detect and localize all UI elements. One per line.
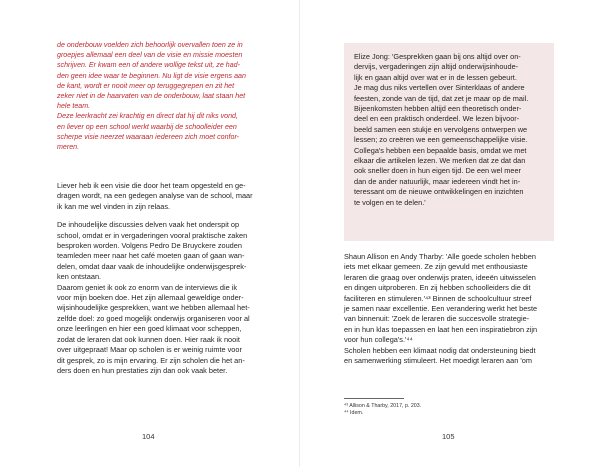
text-line: school, omdat er in vergaderingen vooral praktische zaken	[57, 230, 248, 240]
text-line: te volgen en te delen.'	[354, 197, 426, 207]
text-line: Bijeenkomsten hebben altijd een theoretisch onder-	[354, 104, 522, 114]
text-line: en samenwerking stimuleert. Het moedigt leraren aan 'om	[344, 356, 532, 366]
red-italic-quote	[57, 40, 263, 152]
text-line: en liever op een school werkt waarbij de schoolleider een	[57, 122, 237, 131]
text-line: teressant om de nieuwe ontwikkelingen en inzichten	[354, 187, 524, 197]
text-line: den geen idee waar te beginnen. Nu ligt de visie ergens aan	[57, 71, 246, 80]
text-line: zeker niet in de haarvaten van de onderbouw, laat staan het	[57, 92, 246, 101]
text-line: Shaun Allison en Andy Tharby: 'Alle goede scholen hebben	[344, 252, 536, 261]
text-line: van binnenuit: 'Zoek de leraren die succesvolle strategie-	[344, 314, 530, 324]
text-line: Daarom geniet ik ook zo enorm van de interviews die ik	[57, 282, 238, 292]
text-line: teamleden meer naar het café moeten gaan of gaan wan-	[57, 251, 245, 261]
text-line: Liever heb ik een visie die door het team opgesteld en ge-	[57, 181, 246, 190]
text-line: Scholen hebben een klimaat nodig dat ondersteuning biedt	[344, 345, 536, 355]
text-line: lijk en gaan altijd over wat er in de lessen gebeurt.	[354, 72, 517, 82]
quote-box	[344, 43, 554, 241]
text-line: wijsinhoudelijke gesprekken, want we hebben allemaal het-	[57, 303, 250, 313]
page-number: 104	[142, 432, 155, 441]
text-line: je samen naar excellentie. Een verandering werkt het beste	[344, 304, 538, 314]
text-line: voor mijn boeken doe. Het zijn allemaal geweldige onder-	[57, 293, 244, 303]
quote-box-text	[354, 52, 546, 208]
text-line: feesten, zonde van de tijd, dat zet je maar op de mail.	[354, 93, 529, 103]
text-line: onze leerlingen en hier een goed klimaat voor scheppen,	[57, 324, 242, 334]
text-line: zodat de leraren dat ook kunnen doen. Hier raak ik nooit	[57, 334, 240, 344]
text-line: dit gesprek, zo is mijn ervaring. Er zijn scholen die het an-	[57, 355, 245, 365]
text-line: dan de ander natuurlijk, maar iedereen vindt het in-	[354, 176, 521, 186]
text-line: Elize Jong: 'Gesprekken gaan bij ons altijd over on-	[354, 52, 521, 61]
text-line: Je mag dus niks vertellen over Sinterklaas of andere	[354, 83, 525, 93]
text-line: de onderbouw voelden zich behoorlijk overvallen toen ze in	[57, 41, 243, 49]
text-line: ik kan me wel vinden in zijn relaas.	[57, 201, 171, 211]
text-line: Collega's hebben een bepaalde basis, omdat we met	[354, 145, 527, 155]
text-line: de kant, wordt er nooit meer op teruggegrepen en zit het	[57, 81, 235, 90]
footnote-rule	[344, 398, 404, 399]
text-line: De inhoudelijke discussies delven vaak het onderspit op	[57, 220, 240, 230]
text-line: ken ontstaan.	[57, 272, 102, 282]
text-line: en in hun klas toepassen en laat hen een inspiratiebron zijn	[344, 324, 538, 334]
text-line: faciliteren en stimuleren.'⁴³ Binnen de schoolcultuur streef	[344, 293, 532, 303]
text-line: hele team.	[57, 102, 91, 111]
left-body-text	[57, 181, 271, 376]
text-line: schrijven. Er kwam een of andere wollige tekst uit, ze had-	[57, 61, 240, 70]
text-line: deel en een praktisch onderdeel. We lezen bijvoor-	[354, 114, 520, 124]
text-line: meren.	[57, 143, 80, 152]
text-line: delen, omdat daar vaak de inhoudelijke onderwijsgesprek-	[57, 261, 247, 271]
text-line: beeld samen een stukje en vervolgens ontwerpen we	[354, 124, 528, 134]
text-line: elkaar die artikelen lezen. We merken dat ze dat dan	[354, 156, 526, 166]
footnotes	[344, 403, 556, 418]
footnote: ⁴⁴ Idem.	[344, 410, 364, 417]
paragraph-gap	[57, 212, 271, 220]
text-line: Deze leerkracht zei krachtig en direct dat hij dit niks vond,	[57, 112, 238, 121]
text-line: ders doen en hun prestaties zijn dan ook vaak beter.	[57, 365, 228, 375]
text-line: ook sneller doen in hun eigen tijd. De een wel meer	[354, 166, 521, 176]
text-line: lessen; zo creëren we een gemeenschappelijke visie.	[354, 135, 528, 145]
text-line: groepjes allemaal een deel van de visie en missie moesten	[57, 51, 243, 60]
text-line: iets met elkaar gemeen. Ze zijn gevuld met enthousiaste	[344, 262, 528, 272]
text-line: besproken worden. Volgens Pedro De Bruyckere zouden	[57, 241, 242, 251]
text-line: scherpe visie neerzet waaraan iedereen zich moet confor-	[57, 132, 240, 141]
text-line: dragen wordt, na een gedegen analyse van de school, maar	[57, 191, 253, 201]
footnote: ⁴³ Allison & Tharby, 2017, p. 203.	[344, 403, 422, 409]
text-line: over uitgepraat! Maar op scholen is er weinig ruimte voor	[57, 345, 242, 355]
text-line: dervijs, vergaderingen zijn altijd onderwijsinhoude-	[354, 62, 519, 72]
text-line: leraren die graag over onderwijs praten, ideeën uitwisselen	[344, 272, 536, 282]
text-line: zelfde doel: zo goed mogelijk onderwijs organiseren voor al	[57, 313, 250, 323]
page-number: 105	[442, 432, 455, 441]
text-line: en dingen uitproberen. En zij hebben schoolleiders die dit	[344, 283, 531, 293]
text-line: voor hun collega's.'⁴⁴	[344, 335, 413, 345]
right-body-text	[344, 252, 556, 366]
